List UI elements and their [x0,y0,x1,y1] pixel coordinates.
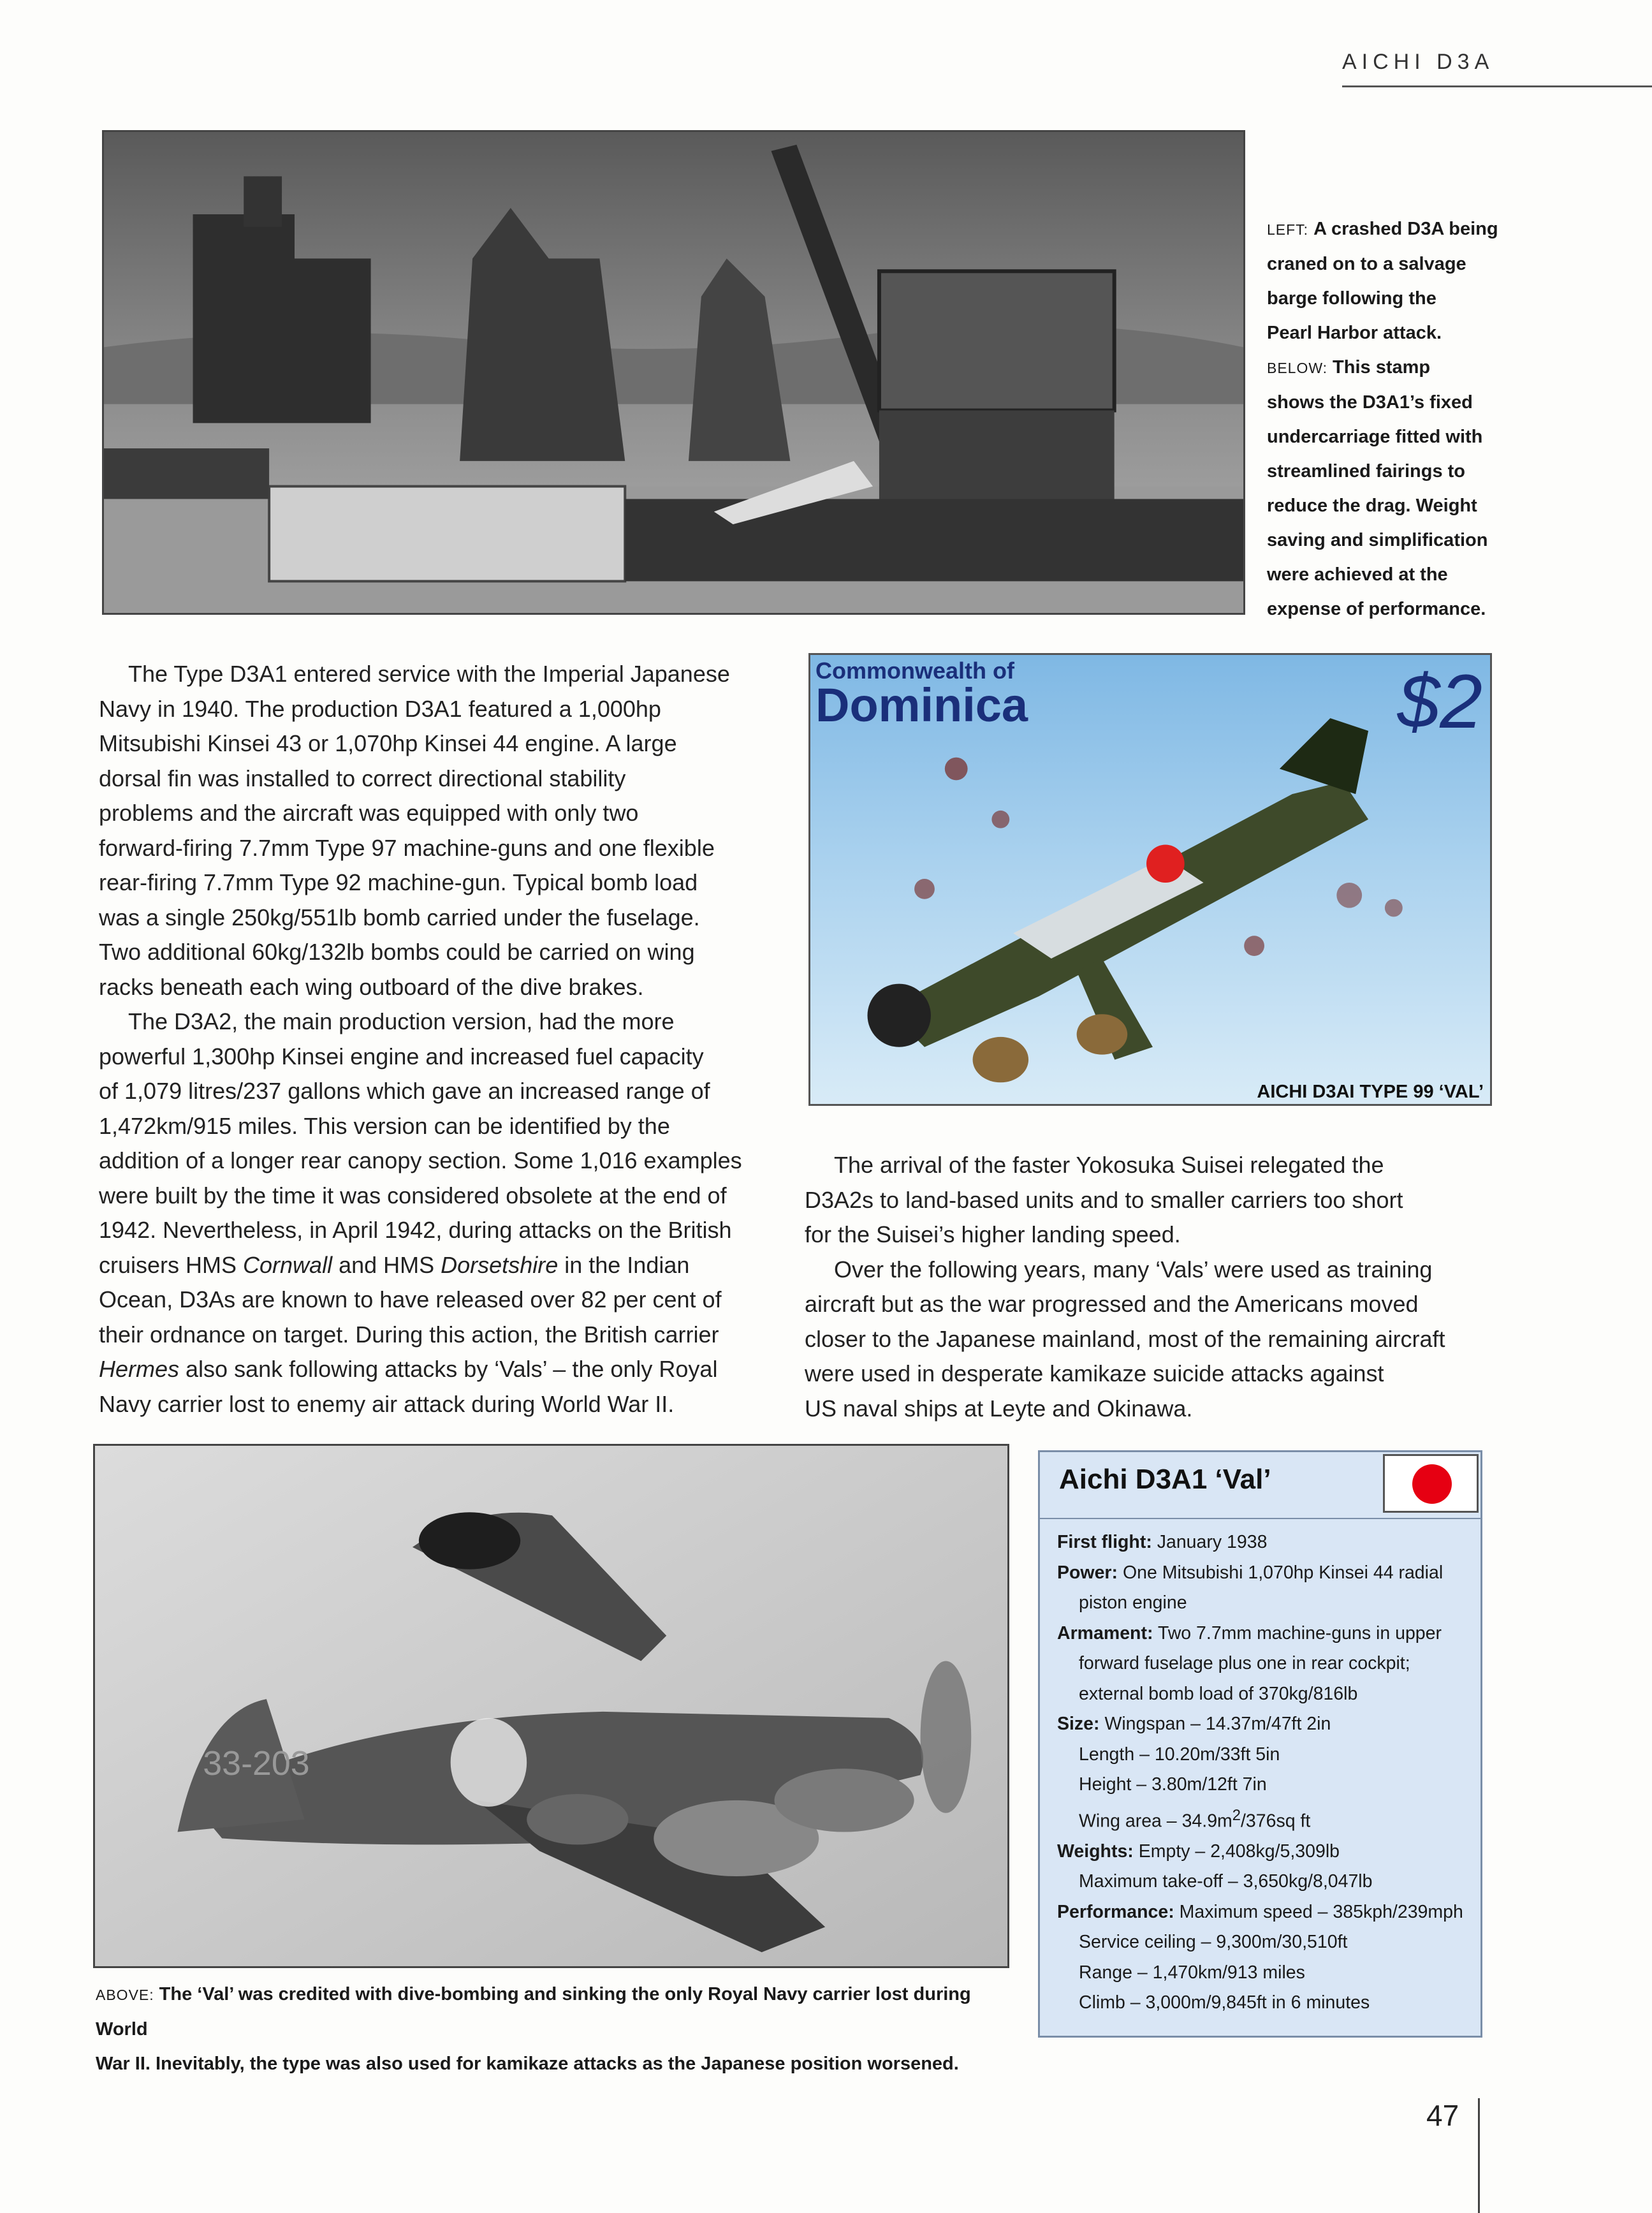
spec-range: Range – 1,470km/913 miles [1079,1962,1305,1983]
caption-line: Pearl Harbor attack. [1267,323,1442,343]
caption-line: undercarriage fitted with [1267,427,1483,447]
specification-box [1038,1450,1482,2038]
spec-weights: Weights: Empty – 2,408kg/5,309lb [1057,1841,1340,1862]
spec-first-flight: First flight: January 1938 [1057,1532,1268,1552]
body-column-left [99,657,787,1422]
spec-list [1057,1527,1474,2018]
page-number-rule [1478,2098,1480,2213]
salvage-photo [102,130,1245,615]
spec-armament: Armament: Two 7.7mm machine-guns in upper [1057,1622,1442,1643]
page-number: 47 [1426,2099,1459,2132]
running-head-rule [1342,85,1652,87]
spec-power-cont: piston engine [1079,1592,1187,1613]
running-head: AICHI D3A [1342,50,1495,74]
salvage-caption [1267,212,1522,626]
spec-length: Length – 10.20m/33ft 5in [1079,1744,1280,1765]
flight-caption [96,1977,1020,2081]
caption-line: streamlined fairings to [1267,461,1466,482]
spec-size: Size: Wingspan – 14.37m/47ft 2in [1057,1714,1331,1734]
spec-max-takeoff: Maximum take-off – 3,650kg/8,047lb [1079,1871,1373,1892]
spec-climb: Climb – 3,000m/9,845ft in 6 minutes [1079,1992,1370,2013]
paragraph: The D3A2, the main production version, had the more powerful 1,300hp Kinsei engine and increased fuel capacity of 1,079 litres/237 gallons which gave an increased range of 1,472km/915 miles. This version can be identified by the addition of a longer rear canopy section. Some 1,016 examples were built by the time it was considered obsolete at the end of 1942. Nevertheless, in April 1942, during attacks on the British cruisers HMS Cornwall and HMS Dorsetshire in the Indian Ocean, D3As are known to have released over 82 per cent of their ordnance on target. During this action, the British carrier Hermes also sank following attacks by ‘Vals’ – the only Royal Navy carrier lost to enemy air attack during World War II. [99,1008,742,1417]
caption-line: ABOVE: The ‘Val’ was credited with dive-bombing and sinking the only Royal Navy carrier lost during World [96,1984,971,2040]
caption-line: expense of performance. [1267,599,1486,619]
flag-disc [1412,1464,1452,1504]
spec-title: Aichi D3A1 ‘Val’ [1059,1464,1271,1495]
spec-wing-area: Wing area – $34.9m^2/376sq$ ft [1079,1806,1311,1831]
caption-label: LEFT: [1267,221,1309,238]
spec-armament-cont: external bomb load of 370kg/816lb [1079,1683,1358,1704]
caption-line: barge following the [1267,288,1436,309]
spec-armament-cont: forward fuselage plus one in rear cockpit; [1079,1653,1410,1673]
caption-line: War II. Inevitably, the type was also used for kamikaze attacks as the Japanese position worsened. [96,2054,959,2074]
spec-performance: Performance: Maximum speed – 385kph/239mph [1057,1901,1463,1922]
caption-label: ABOVE: [96,1987,154,2003]
spec-divider [1040,1518,1480,1519]
tail-code: 33-203 [203,1744,310,1783]
spec-power: Power: One Mitsubishi 1,070hp Kinsei 44 radial [1057,1562,1444,1583]
stamp-country: Dominica [815,679,1028,732]
spec-ceiling: Service ceiling – 9,300m/30,510ft [1079,1932,1348,1952]
caption-line: craned on to a salvage [1267,254,1466,274]
japan-flag-icon [1383,1454,1479,1513]
caption-label: BELOW: [1267,360,1328,376]
salvage-photo-illustration [104,132,1243,613]
caption-line: were achieved at the [1267,564,1448,585]
spec-height: Height – 3.80m/12ft 7in [1079,1774,1267,1795]
paragraph: The Type D3A1 entered service with the Imperial Japanese Navy in 1940. The production D3A1 featured a 1,000hp Mitsubishi Kinsei 43 or 1,070hp Kinsei 44 engine. A large dorsal fin was installed to correct directional stability problems and the aircraft was equipped with only two forward-firing 7.7mm Type 97 machine-guns and one flexible rear-firing 7.7mm Type 92 machine-gun. Typical bomb load was a single 250kg/551lb bomb carried under the fuselage. Two additional 60kg/132lb bombs could be carried on wing racks beneath each wing outboard of the dive brakes. [99,661,730,1000]
stamp-value: $2 [1397,659,1482,744]
stamp-caption: AICHI D3AI TYPE 99 ‘VAL’ [1257,1082,1484,1102]
flight-photo-illustration [95,1446,1007,1966]
stamp-country-prefix: Commonwealth of [815,658,1014,684]
paragraph: The arrival of the faster Yokosuka Suisei relegated the D3A2s to land-based units and to smaller carriers too short for the Suisei’s higher landing speed. [805,1152,1403,1247]
caption-line: shows the D3A1’s fixed [1267,392,1473,413]
caption-line: BELOW: This stamp [1267,357,1431,378]
caption-line: LEFT: A crashed D3A being [1267,219,1498,239]
dominica-stamp [808,653,1492,1106]
body-column-right [805,1148,1506,1426]
caption-line: saving and simplification [1267,530,1488,550]
paragraph: Over the following years, many ‘Vals’ were used as training aircraft but as the war progressed and the Americans moved closer to the Japanese mainland, most of the remaining aircraft were used in desperate kamikaze suicide attacks against US naval ships at Leyte and Okinawa. [805,1256,1445,1422]
caption-line: reduce the drag. Weight [1267,496,1477,516]
flight-photo [93,1444,1009,1968]
